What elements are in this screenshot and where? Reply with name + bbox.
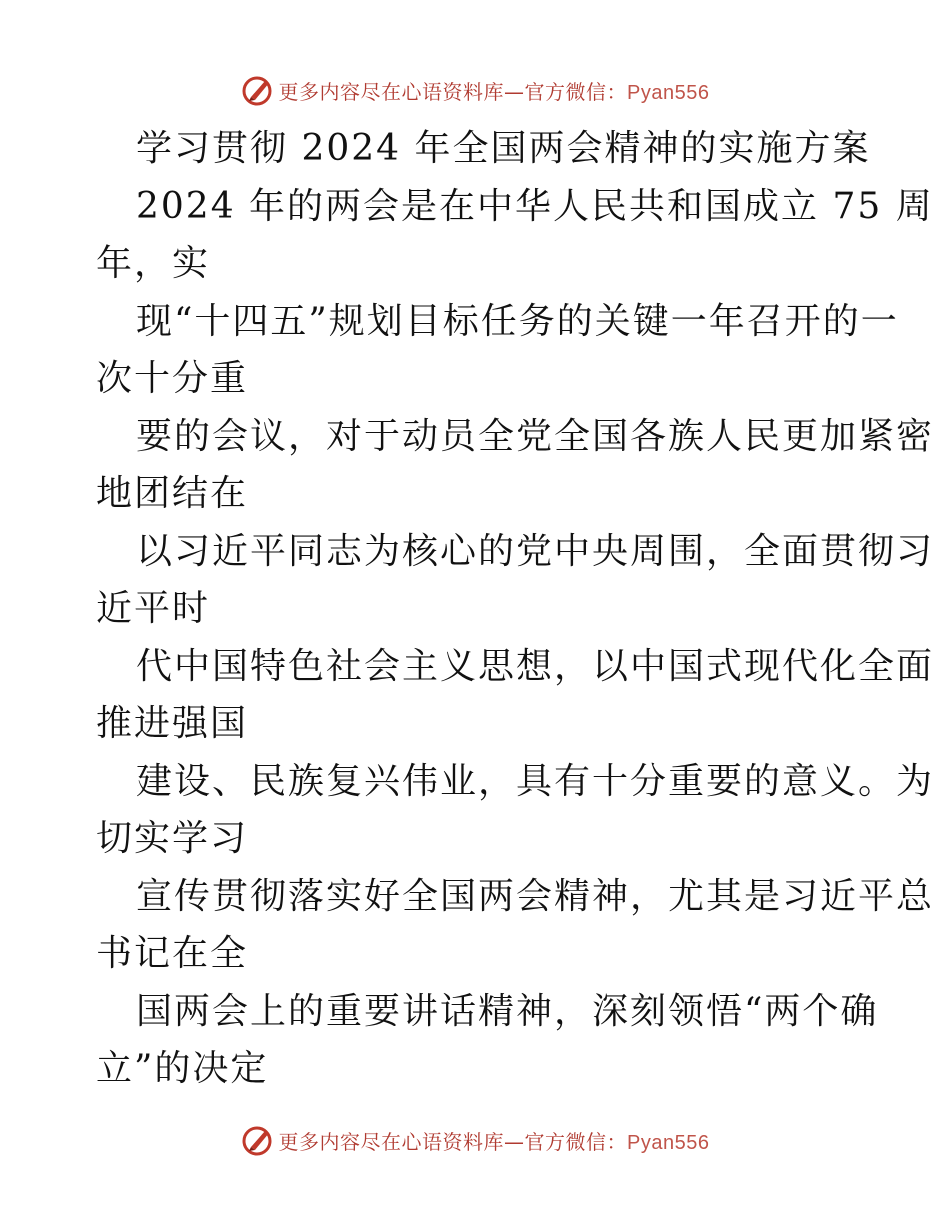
- text-line: 2024 年的两会是在中华人民共和国成立 75 周: [136, 185, 934, 227]
- text-line: 现“十四五”规划目标任务的关键一年召开的一: [136, 300, 899, 342]
- text-line: 地团结在: [96, 473, 249, 514]
- text-line: 建设、民族复兴伟业，具有十分重要的意义。为: [136, 760, 935, 802]
- watermark-text: [279, 76, 710, 105]
- watermark-text: [279, 1126, 710, 1155]
- text-line: 推进强国: [96, 703, 249, 744]
- watermark-account: Pyan556: [627, 1131, 710, 1154]
- text-line: 近平时: [96, 588, 211, 629]
- watermark-label: 更多内容尽在心语资料库—官方微信：: [278, 1129, 628, 1154]
- watermark-account: Pyan556: [627, 81, 710, 104]
- text-line: 宣传贯彻落实好全国两会精神，尤其是习近平总: [136, 875, 935, 917]
- text-line: 立”的决定: [96, 1048, 269, 1089]
- pen-logo-icon: [241, 1123, 275, 1157]
- document-title: 学习贯彻 2024 年全国两会精神的实施方案: [136, 128, 871, 169]
- watermark-label: 更多内容尽在心语资料库—官方微信：: [278, 79, 628, 104]
- text-line: 要的会议，对于动员全党全国各族人民更加紧密: [136, 415, 935, 457]
- text-line: 年，实: [96, 243, 211, 284]
- pen-logo-icon: [241, 73, 275, 107]
- footer-watermark: [0, 1120, 950, 1160]
- document-body: [96, 120, 935, 1098]
- text-line: 代中国特色社会主义思想，以中国式现代化全面: [136, 645, 935, 687]
- text-line: 次十分重: [96, 358, 249, 399]
- text-line: 切实学习: [96, 818, 249, 859]
- header-watermark: [0, 70, 950, 110]
- text-line: 国两会上的重要讲话精神，深刻领悟“两个确: [136, 990, 879, 1032]
- text-line: 以习近平同志为核心的党中央周围，全面贯彻习: [136, 530, 935, 572]
- text-line: 书记在全: [96, 933, 249, 974]
